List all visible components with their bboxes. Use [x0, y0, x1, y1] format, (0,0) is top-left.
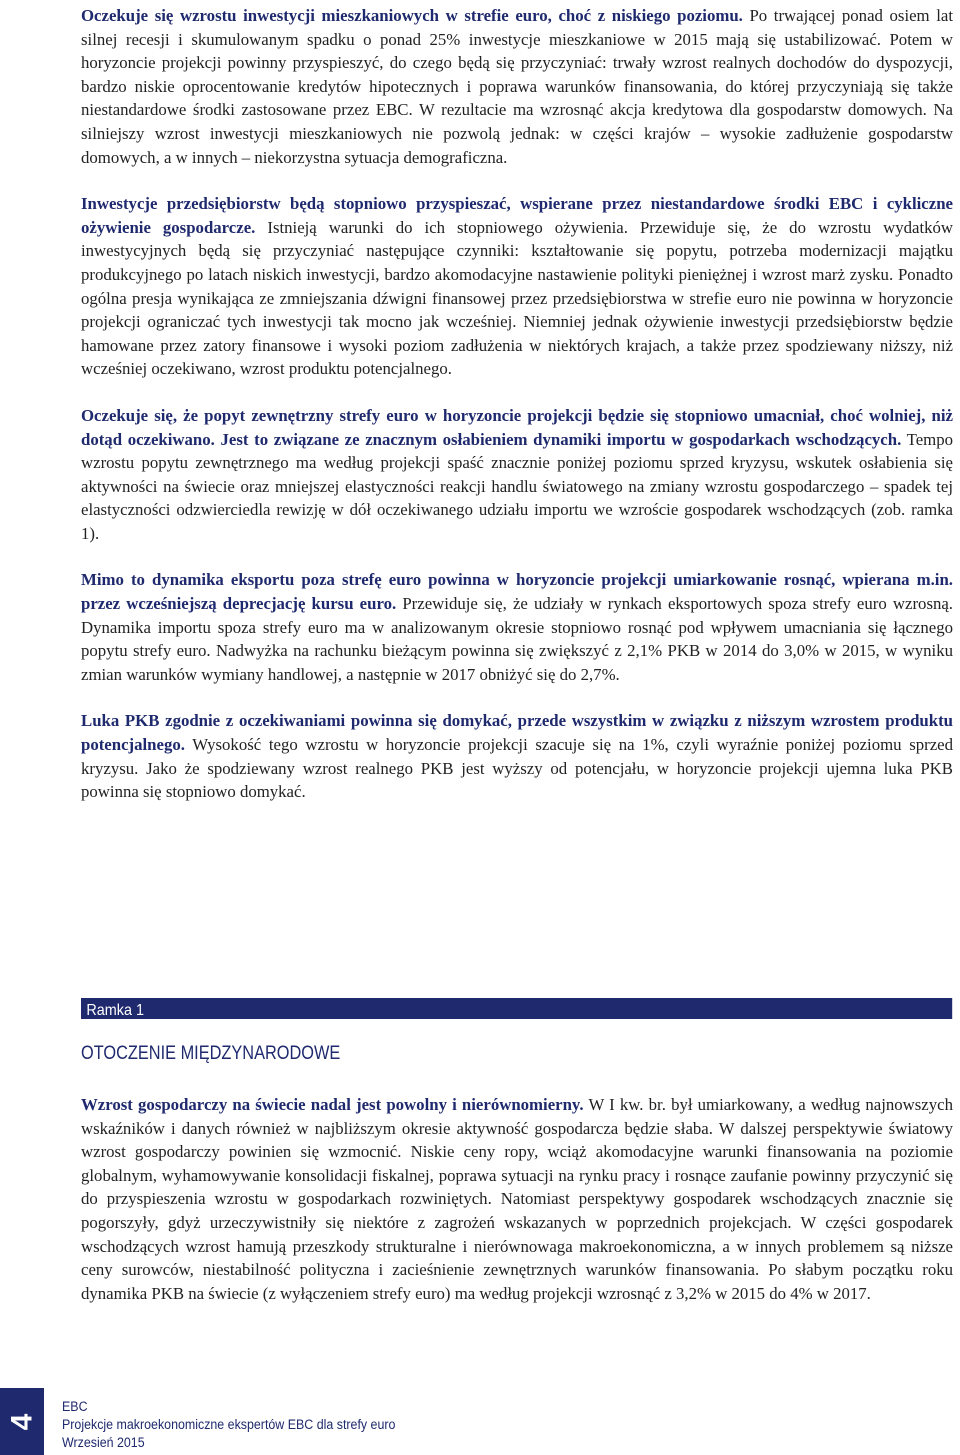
box-title: OTOCZENIE MIĘDZYNARODOWE: [81, 1043, 341, 1064]
paragraph-business-investment: [81, 192, 953, 381]
box-paragraph-lead: Wzrost gospodarczy na świecie nadal jest powolny i nierównomierny.: [81, 1095, 584, 1114]
paragraph-body: Przewiduje się, że udziały w rynkach eksportowych spoza strefy euro wzrosną. Dynamika importu spoza strefy euro ma w analizowanym okresie stopniowo rosnąć pod wpływem umacniania się łącznego popytu strefy euro. Nadwyżka na rachunku bieżącym powinna się zwiększyć z 2,1% PKB w 2014 do 3,0% w 2015, w wyniku zmian warunków wymiany handlowej, a następnie w 2017 obniżyć się do 2,7%.: [81, 594, 954, 684]
paragraph-external-demand: [81, 404, 953, 546]
box-paragraph: [81, 1093, 953, 1305]
paragraph-lead: Inwestycje przedsiębiorstw będą stopniowo przyspieszać, wspierane przez niestandardowe środki EBC i cykliczne ożywienie gospodarcze.: [81, 194, 953, 237]
footer-publication-title: Projekcje makroekonomiczne ekspertów EBC dla strefy euro: [62, 1417, 396, 1432]
page-number-tab: [0, 1388, 44, 1455]
box-label: Ramka 1: [81, 998, 952, 1019]
paragraph-body: Tempo wzrostu popytu zewnętrznego ma według projekcji spaść znacznie poniżej poziomu sprzed kryzysu, wskutek osłabienia się aktywności na świecie oraz mniejszej elastyczności reakcji handlu światowego na zmiany wzrostu gospodarczego – spadek tej elastyczności odzwierciedla rewizję w dół oczekiwanego udziału importu we wzroście gospodarek wschodzących (zob. ramka 1).: [81, 429, 953, 543]
box-paragraph-body: W I kw. br. był umiarkowany, a według najnowszych wskaźników i danych również w najbliższym okresie aktywność gospodarcza będzie słaba. W dalszej perspektywie światowy wzrost gospodarczy powinien się wzmocnić. Niskie ceny ropy, wciąż akomodacyjne warunki finansowania na poziomie globalnym, wyhamowywanie konsolidacji fiskalnej, poprawa sytuacji na rynku pracy i rosnące zaufanie powinny przyczynić się do przyspieszenia wzrostu w gospodarkach rozwiniętych. Natomiast perspektywy gospodarek wschodzących znacznie się pogorszyły, gdyż urzeczywistniły się niektóre z zagrożeń wskazanych w poprzednich projekcjach. W części gospodarek wschodzących wzrost hamują przeszkody strukturalne i nierównowaga makroekonomiczna, a w innych problemem są niższe ceny surowców, niestabilność polityczna i zacieśnienie zewnętrznych warunków finansowania. Po słabym początku roku dynamika PKB na świecie (z wyłączeniem strefy euro) ma według projekcji wzrosnąć z 3,2% w 2015 do 4% w 2017.: [81, 1095, 953, 1303]
paragraph-exports: [81, 568, 953, 686]
paragraph-housing-investment: [81, 4, 953, 169]
paragraph-body: Istnieją warunki do ich stopniowego ożywienia. Przewiduje się, że do wzrostu wydatków inwestycyjnych będą się przyczyniać następujące czynniki: kształtowanie się popytu, potrzeba modernizacji majątku produkcyjnego po latach niskich inwestycji, bardzo akomodacyjne nastawienie polityki pieniężnej i wzrost marż zysku. Ponadto ogólna presja wynikająca ze zmniejszania dźwigni finansowej przez przedsiębiorstwa w strefie euro nie powinna w horyzoncie projekcji ograniczać tych inwestycji tak mocno jak wcześniej. Niemniej jednak ożywienie inwestycji przedsiębiorstw będzie hamowane przez zatory finansowe i wysoki poziom zadłużenia w niektórych krajach, a także przez spodziewany niższy, niż wcześniej oczekiwano, wzrost produktu potencjalnego.: [81, 217, 954, 379]
paragraph-lead: Oczekuje się, że popyt zewnętrzny strefy euro w horyzoncie projekcji będzie się stopniowo umacniał, choć wolniej, niż dotąd oczekiwano. Jest to związane ze znacznym osłabieniem dynamiki importu w gospodarkach wschodzących.: [81, 405, 953, 449]
paragraph-body: Wysokość tego wzrostu w horyzoncie projekcji szacuje się na 1%, czyli wyraźnie poniżej poziomu sprzed kryzysu. Jako że spodziewany wzrost realnego PKB jest wyższy od potencjału, w horyzoncie projekcji ujemna luka PKB powinna się stopniowo domykać.: [81, 735, 953, 802]
main-text: [81, 4, 953, 827]
page-footer: [0, 1388, 960, 1455]
page-number: 4: [5, 1413, 38, 1430]
paragraph-lead: Mimo to dynamika eksportu poza strefę euro powinna w horyzoncie projekcji umiarkowanie rosnąć, wpierana m.in. przez wcześniejszą deprecjację kursu euro.: [81, 570, 953, 614]
footer-date: Wrzesień 2015: [62, 1435, 145, 1450]
box-1: [81, 998, 953, 1328]
paragraph-output-gap: [81, 709, 953, 803]
footer-text: [62, 1398, 424, 1452]
paragraph-lead: Oczekuje się wzrostu inwestycji mieszkaniowych w strefie euro, choć z niskiego poziomu.: [81, 6, 743, 25]
paragraph-lead: Luka PKB zgodnie z oczekiwaniami powinna się domykać, przede wszystkim w związku z niższym wzrostem produktu potencjalnego.: [81, 711, 953, 755]
paragraph-body: Po trwającej ponad osiem lat silnej recesji i skumulowanym spadku o ponad 25% inwestycje mieszkaniowe w 2015 mają się ustabilizować. Potem w horyzoncie projekcji powinny przyspieszyć, do czego będą się przyczyniać: trwały wzrost realnych dochodów do dyspozycji, bardzo niskie oprocentowanie kredytów hipotecznych i poprawa warunków finansowania, do której przyczyniają się także niestandardowe środki zastosowane przez EBC. W rezultacie ma wzrosnąć akcja kredytowa dla gospodarstw domowych. Na silniejszy wzrost inwestycji mieszkaniowych nie pozwolą jednak: w części krajów – wysokie zadłużenie gospodarstw domowych, a w innych – niekorzystna sytuacja demograficzna.: [81, 6, 953, 167]
footer-publisher: EBC: [62, 1399, 88, 1414]
